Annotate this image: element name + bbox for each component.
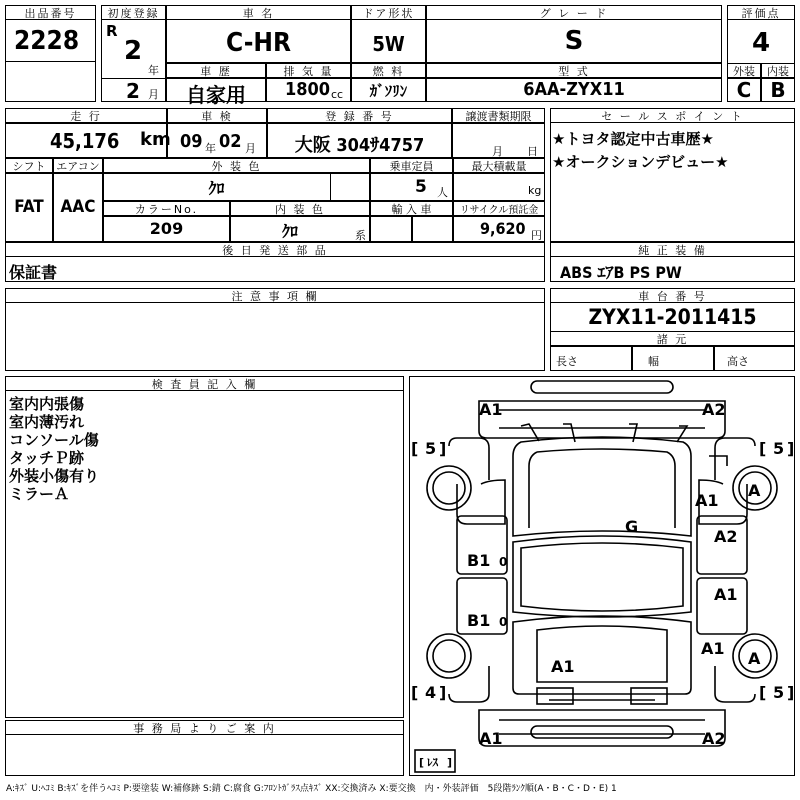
svg-text:]: ] [439,439,447,458]
svg-text:A: A [748,649,761,668]
history: 自家用 [186,83,246,107]
displacement: 1800 [285,79,331,100]
interior-color: ｸﾛ [281,222,298,241]
svg-text:A2: A2 [702,400,726,419]
inspector-line: コンソール傷 [9,431,99,449]
sales-point-2: ★オークションデビュー★ [552,153,729,171]
sales-point-1: ★トヨタ認定中古車歴★ [552,130,714,148]
svg-text:B1: B1 [467,551,491,570]
chassis-number: ZYX11-2011415 [588,305,757,329]
svg-text:0: 0 [499,615,508,629]
svg-text:ﾚｽ: ﾚｽ [427,756,438,769]
era: R [106,22,118,40]
svg-text:A1: A1 [695,491,719,510]
inspector-line: タッチＰ跡 [9,449,85,467]
registration-number: 大阪 304ｻ4757 [294,135,425,156]
svg-text:[: [ [759,439,767,458]
mileage: 45,176 [50,129,120,153]
svg-text:[: [ [411,683,419,702]
recycle-fee: 9,620 [480,219,526,238]
reg-year: 2 [124,36,143,66]
lot-label: 出品番号 [5,5,96,20]
svg-text:]: ] [439,683,447,702]
interior-score: B [770,78,786,102]
later-parts: 保証書 [9,263,58,282]
exterior-color: ｸﾛ [208,179,225,198]
car-outline-diagram [409,376,795,776]
lot-number: 2228 [14,26,80,56]
svg-text:A1: A1 [551,657,575,676]
inspector-line: ミラーＡ [9,485,70,503]
svg-text:]: ] [447,756,453,769]
svg-text:]: ] [787,439,795,458]
first-reg-label: 初度登録 [101,5,166,20]
svg-text:5: 5 [773,439,785,458]
svg-text:A1: A1 [701,639,725,658]
inspector-line: 室内内張傷 [9,395,85,413]
svg-text:0: 0 [499,555,508,569]
inspector-line: 外装小傷有り [9,467,100,485]
svg-text:[: [ [759,683,767,702]
legend: A:ｷｽﾞ U:ﾍｺﾐ B:ｷｽﾞを伴うﾍｺﾐ P:要塗装 W:補修跡 S:錆 C:腐食 G:ﾌﾛﾝﾄｶﾞﾗｽ点ｷｽﾞ XX:交換済み X:要交換 内・外装評価 5段階ﾗﾝｸ順(A・B・C・D・E) 1 [6,784,617,794]
svg-text:B1: B1 [467,611,491,630]
shift: FAT [14,197,44,217]
reg-month: 2 [126,79,140,103]
svg-text:[: [ [419,756,425,769]
score: 4 [751,28,771,58]
svg-text:4: 4 [425,683,437,702]
fuel: ｶﾞｿﾘﾝ [369,82,408,100]
svg-text:[: [ [411,439,419,458]
grade: S [564,26,584,56]
svg-text:5: 5 [773,683,785,702]
svg-text:A2: A2 [702,729,726,748]
svg-text:A1: A1 [714,585,738,604]
car-name: C-HR [225,28,292,58]
svg-text:A1: A1 [479,729,503,748]
capacity: 5 [415,177,427,197]
color-number: 209 [149,219,184,238]
door-type: 5W [372,32,405,56]
exterior-score: C [736,78,752,102]
svg-text:A: A [748,481,761,500]
svg-text:G: G [625,517,639,536]
genuine-equipment: ABS ｴｱB PS PW [560,263,682,282]
svg-text:]: ] [787,683,795,702]
inspection-year: 09 [180,131,203,152]
inspection-month: 02 [219,131,242,152]
svg-text:A1: A1 [479,400,503,419]
svg-text:5: 5 [425,439,437,458]
svg-text:A2: A2 [714,527,738,546]
aircon: AAC [60,197,96,217]
model-code: 6AA-ZYX11 [523,79,625,100]
inspector-line: 室内薄汚れ [9,413,85,431]
